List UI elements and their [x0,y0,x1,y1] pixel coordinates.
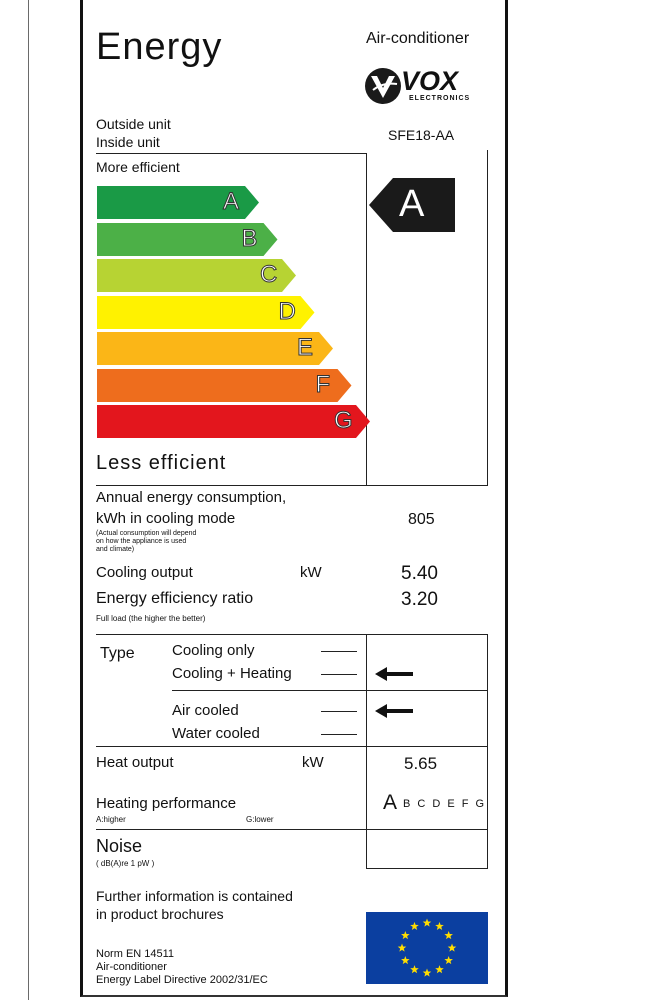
vox-logo [363,64,483,108]
efficiency-bar-g [97,405,370,438]
directive-text: Energy Label Directive 2002/31/EC [96,974,268,986]
energy-class-indicator [369,178,455,232]
efficiency-bar-c [97,259,296,292]
consumption-note-2: on how the appliance is used [96,538,187,545]
efficiency-bar-letter: G [334,407,353,434]
eu-star [444,931,453,939]
consumption-label-2: kWh in cooling mode [96,510,236,527]
less-efficient-label: Less efficient [96,452,227,474]
more-efficient-label: More efficient [96,159,180,175]
cooling-dash-1 [321,711,357,712]
eu-star [444,956,453,964]
type-option-cooling-heating: Cooling + Heating [172,665,292,682]
efficiency-bar-shape [97,405,370,438]
selected-type-arrow-icon [375,667,413,681]
heating-performance-label: Heating performance [96,795,237,812]
outside-unit-label: Outside unit [96,116,171,132]
norm-text: Norm EN 14511 [96,948,175,960]
info-line-1: Further information is contained [96,888,293,904]
eu-star [423,919,432,927]
header-divider [96,153,366,154]
divider-consumption [96,485,488,486]
eu-star [410,922,419,930]
consumption-note-3: and climate) [96,546,135,553]
efficiency-bar-d [97,296,315,329]
label-title: Energy [96,26,223,68]
heating-scale-lower: G:lower [246,815,274,824]
eu-star [435,922,444,930]
heating-performance-scale: B C D E F G [403,798,487,810]
vox-logo-subtext: ELECTRONICS [409,95,471,102]
heat-output-label: Heat output [96,754,174,771]
right-border-bottom [487,634,488,868]
cooling-output-label: Cooling output [96,564,193,581]
inside-unit-label: Inside unit [96,134,160,150]
consumption-label-1: Annual energy consumption, [96,489,287,506]
consumption-note-1: (Actual consumption will depend [96,530,197,537]
cooling-option-air: Air cooled [172,702,239,719]
model-number: SFE18-AA [388,127,455,143]
heat-output-unit: kW [302,754,324,771]
energy-label [80,0,508,997]
column-divider-bottom [366,634,367,868]
eu-star [410,965,419,973]
efficiency-bar-letter: D [278,297,296,325]
eu-flag [366,912,488,984]
noise-box-bottom [366,868,488,869]
efficiency-bar-f [97,369,352,402]
heating-performance-rating: A [383,791,398,814]
efficiency-bar-a [97,186,259,219]
type-dash-2 [321,674,357,675]
cooling-output-value: 5.40 [401,563,438,584]
cooling-option-water: Water cooled [172,725,260,742]
efficiency-bar-letter: C [260,261,278,288]
divider-cooling-medium [172,690,488,691]
efficiency-bar-b [97,223,278,256]
eu-star [435,965,444,973]
heat-output-value: 5.65 [404,754,438,773]
type-option-cooling-only: Cooling only [172,642,255,659]
energy-class-value: A [399,183,425,225]
consumption-value: 805 [408,511,435,528]
efficiency-bar-e [97,332,333,365]
divider-heat [96,746,488,747]
eu-star [401,931,410,939]
vox-logo-text: VOX [401,66,459,96]
divider-type [96,634,488,635]
right-border-top [487,150,488,485]
efficiency-bar-letter: F [315,370,331,398]
eer-label: Energy efficiency ratio [96,590,254,607]
eer-note: Full load (the higher the better) [96,614,206,623]
noise-label: Noise [96,836,143,856]
efficiency-bar-letter: B [241,224,258,252]
noise-unit: ( dB(A)re 1 pW ) [96,859,155,868]
efficiency-bar-shape [97,369,352,402]
product-type: Air-conditioner [366,30,470,47]
eu-star [423,969,432,977]
selected-cooling-arrow-icon [375,704,413,718]
type-dash-1 [321,651,357,652]
efficiency-bar-letter: A [223,188,240,215]
eer-value: 3.20 [401,589,438,610]
efficiency-bar-letter: E [297,334,314,361]
eu-stars-icon [366,912,488,984]
cooling-output-unit: kW [300,564,322,581]
heating-scale-higher: A:higher [96,815,126,824]
appliance-type-text: Air-conditioner [96,961,167,973]
divider-noise [96,829,488,830]
eu-star [448,944,457,952]
eu-star [398,944,407,952]
page-edge-line [28,0,29,1000]
type-label: Type [100,645,135,662]
info-line-2: in product brochures [96,906,224,922]
cooling-dash-2 [321,734,357,735]
eu-star [401,956,410,964]
